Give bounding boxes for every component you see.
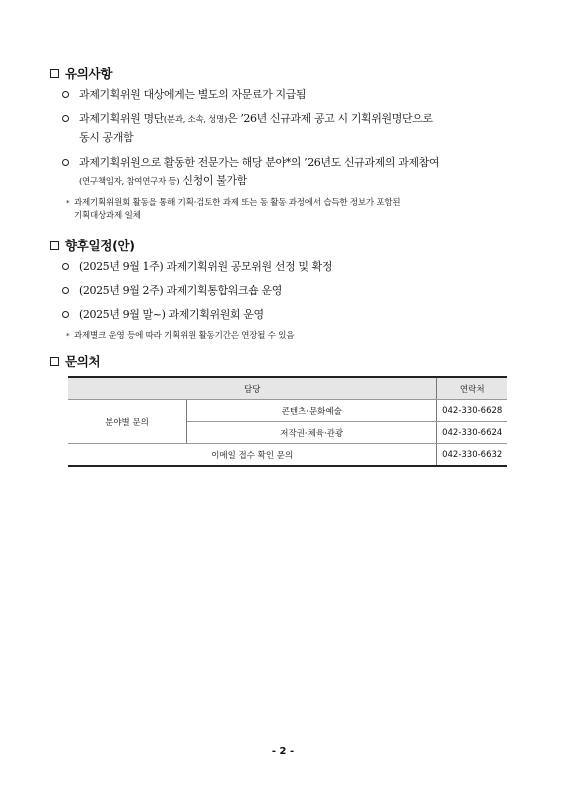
schedule-item-2: (2025년 9월 2주) 과제기획통합워크숍 운영 — [62, 282, 517, 300]
schedule-item-1: (2025년 9월 1주) 과제기획위원 공모위원 선정 및 확정 — [62, 258, 517, 276]
page-number: - 2 - — [271, 746, 295, 757]
section-title: 문의처 — [65, 354, 101, 369]
circle-bullet-icon — [62, 91, 69, 98]
notes-item-2: 과제기획위원 명단(분과, 소속, 성명)은 ’26년 신규과제 공고 시 기획위원명단으로 동시 공개함 — [62, 110, 517, 147]
group-label: 분야별 문의 — [68, 400, 187, 444]
notes-item-1: 과제기획위원 대상에게는 별도의 자문료가 지급됨 — [62, 86, 517, 104]
header-department: 담당 — [68, 377, 437, 400]
phone-cell: 042-330-6632 — [437, 444, 507, 467]
section-title: 유의사항 — [65, 66, 113, 81]
checkbox-square-icon — [50, 241, 59, 250]
table-header-row — [68, 377, 507, 400]
field-cell: 콘텐츠·문화예술 — [187, 400, 437, 422]
phone-cell: 042-330-6624 — [437, 422, 507, 444]
checkbox-square-icon — [50, 357, 59, 366]
contact-table — [68, 376, 507, 467]
section-heading-schedule — [50, 236, 135, 254]
table-row — [68, 444, 507, 467]
notes-item-3: 과제기획위원으로 활동한 전문가는 해당 분야*의 ’26년도 신규과제의 과제참여 (연구책임자, 참여연구자 등) 신청이 불가함 — [62, 154, 517, 191]
circle-bullet-icon — [62, 115, 69, 122]
notes-footnote: * 과제기획위원회 활동을 통해 기획·검토한 과제 또는 동 활동 과정에서 습득한 정보가 포함된 기획대상과제 일체 — [66, 198, 401, 221]
schedule-item-3: (2025년 9월 말~) 과제기획위원회 운영 — [62, 306, 517, 324]
header-contact: 연락처 — [437, 377, 507, 400]
checkbox-square-icon — [50, 69, 59, 78]
field-cell: 저작권·체육·관광 — [187, 422, 437, 444]
section-heading-notes — [50, 64, 112, 82]
circle-bullet-icon — [62, 311, 69, 318]
phone-cell: 042-330-6628 — [437, 400, 507, 422]
circle-bullet-icon — [62, 159, 69, 166]
table-row — [68, 400, 507, 422]
email-label-cell: 이메일 접수 확인 문의 — [68, 444, 437, 467]
section-title: 향후일정(안) — [65, 238, 135, 253]
circle-bullet-icon — [62, 287, 69, 294]
section-heading-contact — [50, 352, 100, 370]
schedule-footnote: * 과제별크 운영 등에 따라 기획위원 활동기간은 연장될 수 있음 — [66, 331, 295, 341]
circle-bullet-icon — [62, 263, 69, 270]
